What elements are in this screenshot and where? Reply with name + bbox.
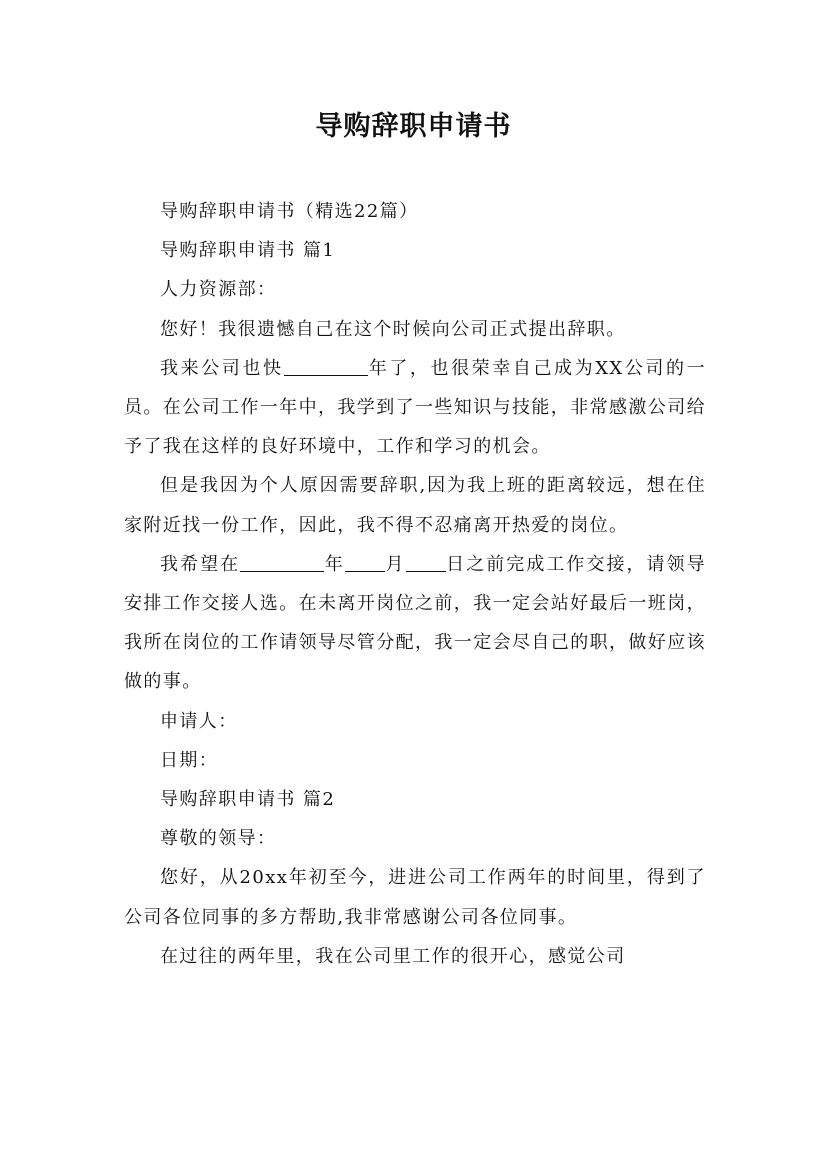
year-blank [240,551,324,572]
handover-text-start: 我希望在 [160,553,241,575]
section-heading-2: 导购辞职申请书 篇2 [160,789,336,811]
tenure-text-end: 年了，也很荣幸自己成为XX公司的一员。在公司工作一年中，我学到了一些知识与技能，非常感激公司给予了我在这样的良好环境中，工作和学习的机会。 [124,357,706,458]
document-body [124,192,706,976]
paragraph-reason: 但是我因为个人原因需要辞职,因为我上班的距离较远，想在住家附近找一份工作，因此，我不得不忍痛离开热爱的岗位。 [124,475,706,536]
section-heading-1: 导购辞职申请书 篇1 [160,240,336,262]
paragraph-handover [124,545,706,702]
paragraph-past-years: 在过往的两年里，我在公司里工作的很开心，感觉公司 [160,945,626,967]
years-blank [284,355,368,376]
paragraph-greeting: 您好！我很遗憾自己在这个时候向公司正式提出辞职。 [160,318,626,340]
applicant-line: 申请人： [160,710,238,732]
date-line: 日期： [160,749,219,771]
month-char: 月 [384,553,406,575]
month-blank [345,551,385,572]
tenure-text-start: 我来公司也快 [160,357,284,379]
subtitle-line: 导购辞职申请书（精选22篇） [160,201,419,222]
day-blank [406,551,446,572]
year-char: 年 [324,553,345,575]
document-title: 导购辞职申请书 [315,111,512,142]
salutation-leader: 尊敬的领导： [160,828,277,850]
handover-text-end: 日之前完成工作交接，请领导安排工作交接人选。在未离开岗位之前，我一定会站好最后一班岗，我所在岗位的工作请领导尽管分配，我一定会尽自己的职，做好应该做的事。 [124,553,707,693]
salutation-hr: 人力资源部： [160,279,277,301]
paragraph-tenure [124,349,706,467]
paragraph-thanks: 您好，从20xx年初至今，进进公司工作两年的时间里，得到了公司各位同事的多方帮助,我非常感谢公司各位同事。 [124,867,706,928]
